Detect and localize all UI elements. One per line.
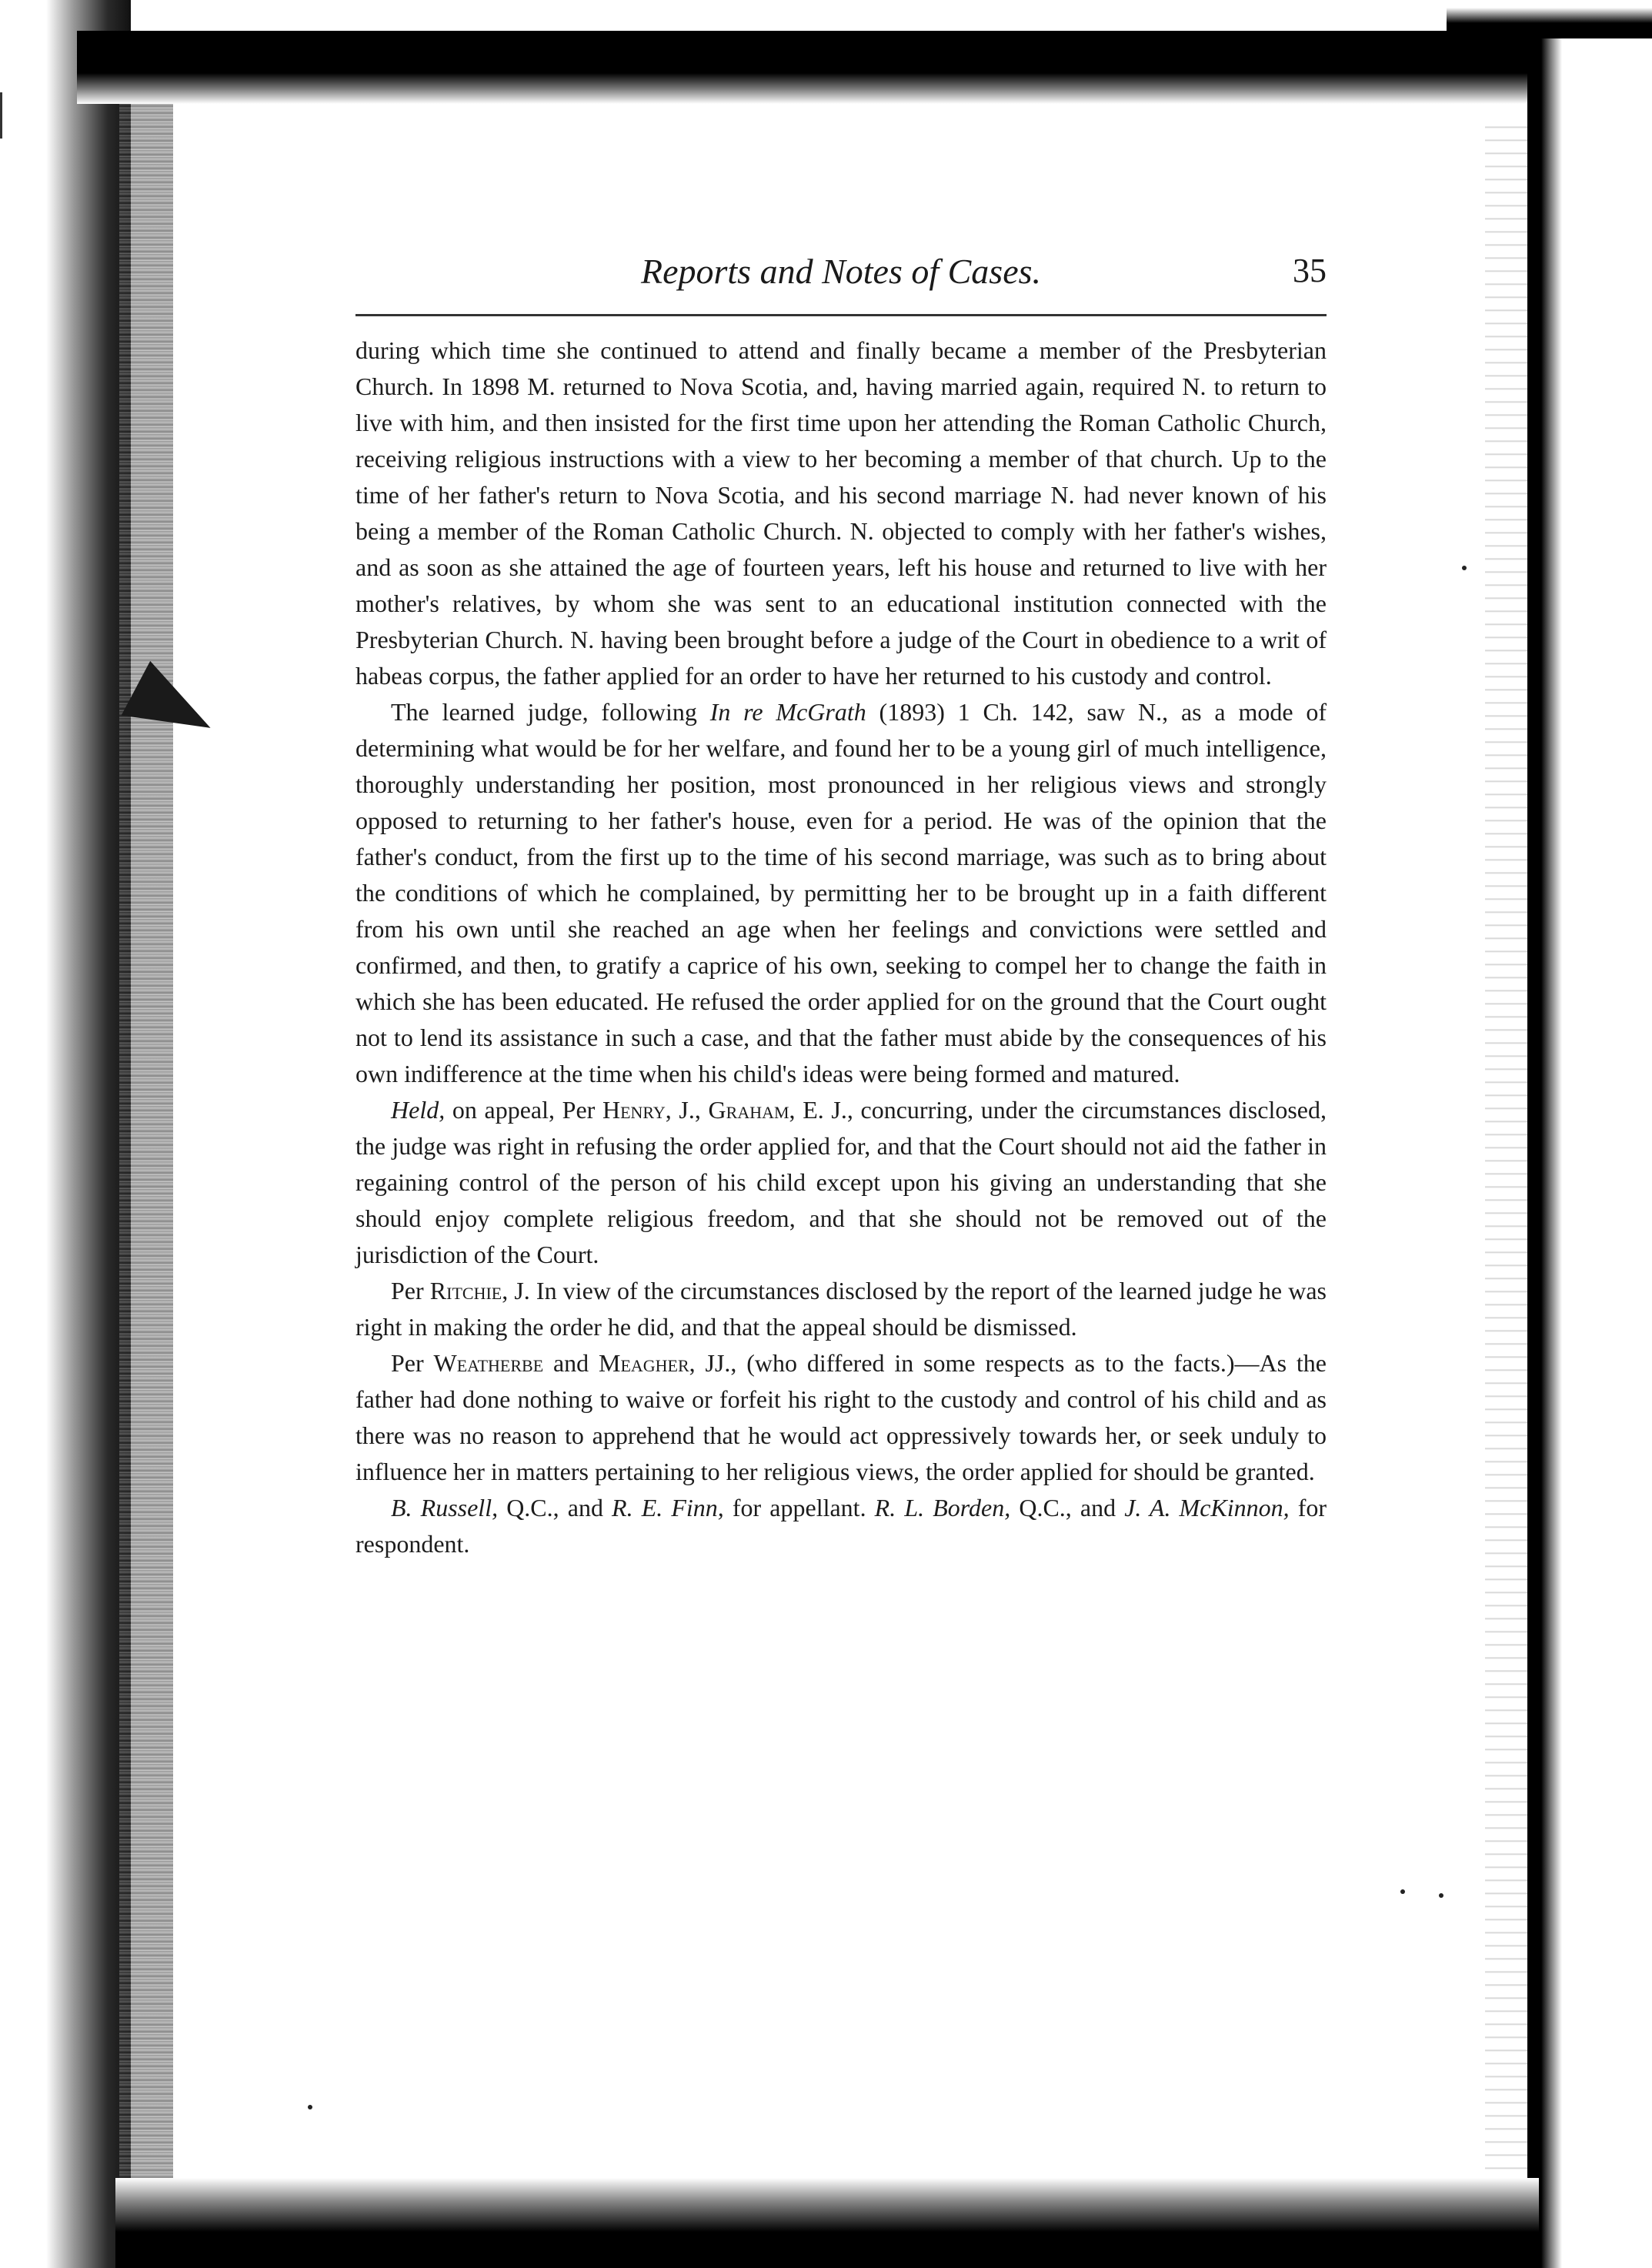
- scan-speck: [1439, 1893, 1443, 1898]
- scan-shadow-left: [0, 0, 131, 2268]
- paragraph-text: on appeal, Per: [445, 1096, 602, 1124]
- paragraph-facts: [355, 332, 1327, 694]
- judge-name: Meagher: [599, 1349, 689, 1377]
- judge-name: Weatherbe: [433, 1349, 544, 1377]
- counsel-name: R. L. Borden,: [874, 1494, 1011, 1521]
- counsel-name: R. E. Finn,: [612, 1494, 724, 1521]
- scan-shadow-right: [1527, 38, 1652, 2268]
- scan-shadow-top: [77, 31, 1539, 104]
- paragraph-text: , E. J., concurring, under the circumstances disclosed, the judge was right in refusing the order applied for, and that the Court should not aid the father in regaining control of the person of his child except upon his giving an understanding that she should enjoy complete religious freedom, and that she should not be removed out of the jurisdiction of the Court.: [355, 1096, 1327, 1268]
- judge-name: Ritchie: [429, 1277, 502, 1304]
- running-title: Reports and Notes of Cases.: [640, 252, 1042, 291]
- paragraph-text: (1893) 1 Ch. 142, saw N., as a mode of determining what would be for her welfare, and found her to be a young girl of much intelligence, thoroughly understanding her position, most pronounced in her religious views and strongly opposed to returning to her father's house, even for a period. He was of the opinion that the father's conduct, from the first up to the time of his second marriage, was such as to bring about the conditions of which he complained, by permitting her to be brought up in a faith different from his own until she reached an age when her feelings and convictions were settled and confirmed, and then, to gratify a caprice of his own, seeking to compel her to change the faith in which she has been educated. He refused the order applied for on the ground that the Court ought not to lend its assistance in such a case, and that the father must abide by the consequences of his own indifference at the time when his child's ideas were being formed and matured.: [355, 698, 1327, 1087]
- paragraph-text: during which time she continued to attend and finally became a member of the Presbyterian Church. In 1898 M. returned to Nova Scotia, and, having married again, required N. to return to live with him, and then insisted for the first time upon her attending the Roman Catholic Church, receiving religious instructions with a view to her becoming a member of that church. Up to the time of her father's return to Nova Scotia, and his second marriage N. had never known of his being a member of the Roman Catholic Church. N. objected to comply with her father's wishes, and as soon as she attained the age of fourteen years, left his house and returned to live with her mother's relatives, by whom she was sent to an educational institution connected with the Presbyterian Church. N. having been brought before a judge of the Court in obedience to a writ of habeas corpus, the father applied for an order to have her returned to his custody and control.: [355, 336, 1327, 690]
- judge-name: Henry: [602, 1096, 666, 1124]
- paragraph-trial-judgment: [355, 694, 1327, 1092]
- paragraph-text: Q.C., and: [1010, 1494, 1125, 1521]
- paragraph-text: Per: [391, 1349, 434, 1377]
- running-header: [355, 245, 1327, 316]
- scan-speckle-right: [1485, 115, 1527, 2193]
- paragraph-text: for appellant.: [723, 1494, 875, 1521]
- paragraph-text: , J.,: [665, 1096, 709, 1124]
- paragraph-counsel: [355, 1490, 1327, 1562]
- scan-shadow-bottom: [115, 2178, 1539, 2268]
- paragraph-ritchie: [355, 1273, 1327, 1345]
- scan-speck: [308, 2105, 312, 2109]
- counsel-name: B. Russell,: [391, 1494, 499, 1521]
- page-number: 35: [1293, 252, 1327, 289]
- paragraph-text: and: [543, 1349, 599, 1377]
- paragraph-text: , JJ., (who differed in some respects as to the facts.)—As the father had done nothing to waive or forfeit his right to the custody and control of his child and as there was no reason to apprehend that he would act oppressively towards her, or seek unduly to influence her in matters pertaining to her religious views, the order applied for should be granted.: [355, 1349, 1327, 1485]
- paragraph-held: [355, 1092, 1327, 1273]
- paragraph-text: for respondent.: [355, 1494, 1327, 1558]
- scan-edge-mark: [0, 92, 22, 139]
- judge-name: Graham: [708, 1096, 789, 1124]
- counsel-name: J. A. McKinnon,: [1124, 1494, 1290, 1521]
- paragraph-text: , J. In view of the circumstances disclosed by the report of the learned judge he was right in making the order he did, and that the appeal should be dismissed.: [355, 1277, 1327, 1341]
- case-report-body: [355, 332, 1327, 1562]
- paragraph-text: The learned judge, following: [391, 698, 710, 726]
- held-label: Held,: [391, 1096, 446, 1124]
- scan-speck: [1462, 566, 1467, 570]
- paragraph-dissent: [355, 1345, 1327, 1490]
- paragraph-text: Per: [391, 1277, 430, 1304]
- paragraph-text: Q.C., and: [498, 1494, 612, 1521]
- scan-speck: [1400, 1889, 1405, 1894]
- case-citation: In re McGrath: [709, 698, 866, 726]
